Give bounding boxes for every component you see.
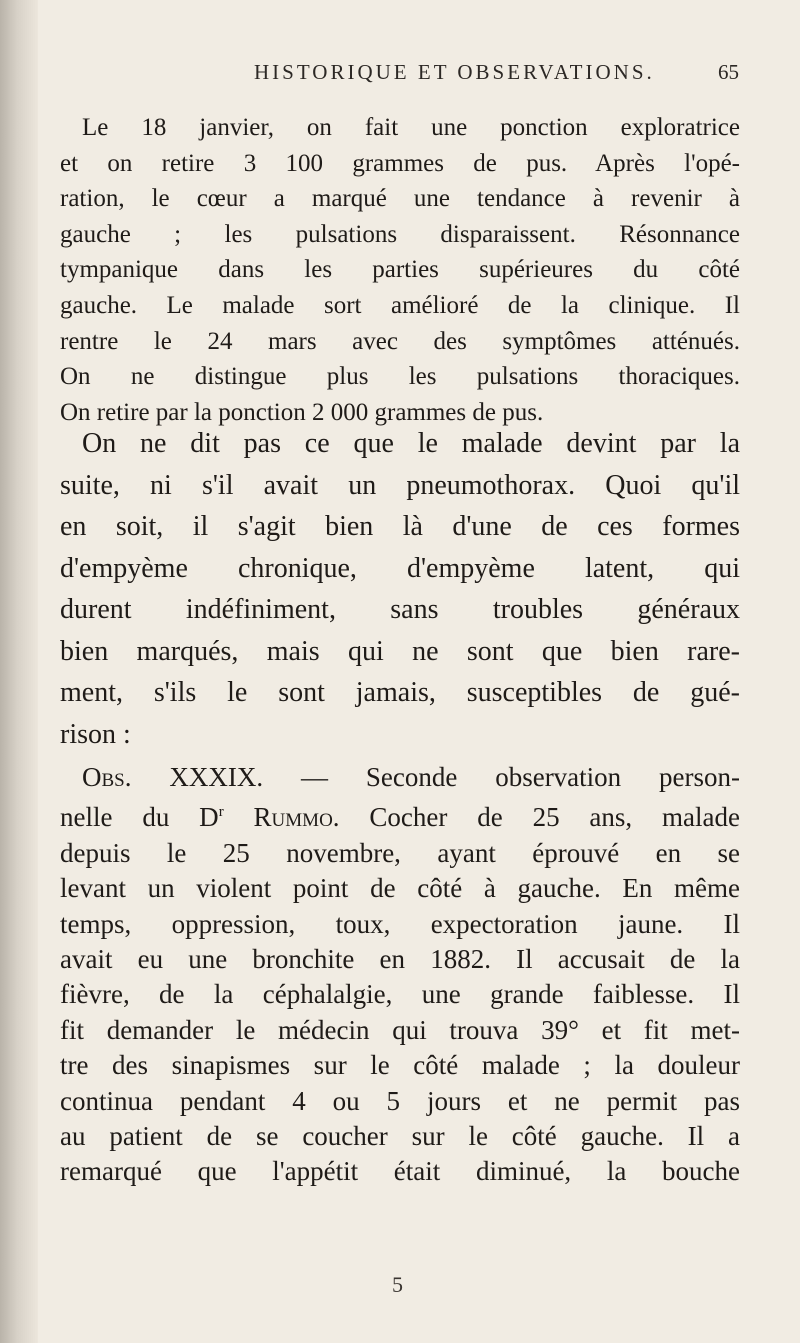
text-line: rison : [60, 718, 131, 750]
text-line: avait eu une bronchite en 1882. Il accusait de la [60, 944, 740, 975]
text-line: au patient de se coucher sur le côté gauche. Il a [60, 1121, 740, 1152]
author-name: Rummo [253, 802, 333, 833]
text-line: gauche. Le malade sort amélioré de la clinique. Il [60, 291, 740, 319]
text-line: bien marqués, mais qui ne sont que bien rare- [60, 635, 740, 667]
line-rest: . Cocher de 25 ans, malade [332, 802, 740, 833]
text-line: Le 18 janvier, on fait une ponction exploratrice [82, 114, 740, 141]
text-line: depuis le 25 novembre, ayant éprouvé en se [60, 837, 740, 868]
obs-number: XXXIX. [169, 762, 264, 792]
text-line: ment, s'ils le sont jamais, susceptibles de gué- [60, 677, 740, 708]
line-start: nelle du D [60, 802, 219, 833]
text-line: ration, le cœur a marqué une tendance à revenir à [60, 185, 740, 213]
text-line: en soit, il s'agit bien là d'une de ces formes [60, 511, 740, 542]
text-line: d'empyème chronique, d'empyème latent, qui [60, 552, 740, 584]
text-line: continua pendant 4 ou 5 jours et ne permit pas [60, 1085, 740, 1116]
text-line: fit demander le médecin qui trouva 39° et fit met- [60, 1014, 740, 1045]
superscript: r [218, 804, 224, 821]
text-line: tre des sinapismes sur le côté malade ; la douleur [60, 1050, 740, 1081]
text-line: gauche ; les pulsations disparaissent. Résonnance [60, 220, 740, 248]
text-line: rentre le 24 mars avec des symptômes atténués. [60, 327, 740, 355]
text-line: tympanique dans les parties supérieures du côté [60, 256, 740, 284]
text-line: fièvre, de la céphalalgie, une grande faiblesse. Il [60, 979, 740, 1010]
signature-mark: 5 [392, 1272, 403, 1297]
running-head: HISTORIQUE ET OBSERVATIONS. [254, 60, 655, 84]
text-line: et on retire 3 100 grammes de pus. Après l'opé- [60, 149, 740, 177]
observation-heading-line [60, 760, 740, 795]
text-line: remarqué que l'appétit était diminué, la bouche [60, 1156, 740, 1187]
obs-heading-rest: — Seconde observation person- [301, 762, 741, 792]
text-line: temps, oppression, toux, expectoration jaune. Il [60, 908, 740, 939]
text-line: On ne dit pas ce que le malade devint par la [82, 428, 740, 459]
text-line [60, 795, 740, 835]
text-line: On ne distingue plus les pulsations thoraciques. [60, 363, 740, 391]
page-number: 65 [718, 60, 739, 84]
paragraph-3-observation [60, 760, 740, 1190]
paragraph-2 [60, 423, 740, 755]
paragraph-1 [60, 110, 740, 430]
text-line: levant un violent point de côté à gauche. En même [60, 873, 740, 904]
obs-label: Obs. [82, 762, 132, 792]
text-line: On retire par la ponction 2 000 grammes de pus. [60, 398, 544, 426]
text-line: suite, ni s'il avait un pneumothorax. Quoi qu'il [60, 469, 740, 501]
text-line: durent indéfiniment, sans troubles généraux [60, 594, 740, 625]
